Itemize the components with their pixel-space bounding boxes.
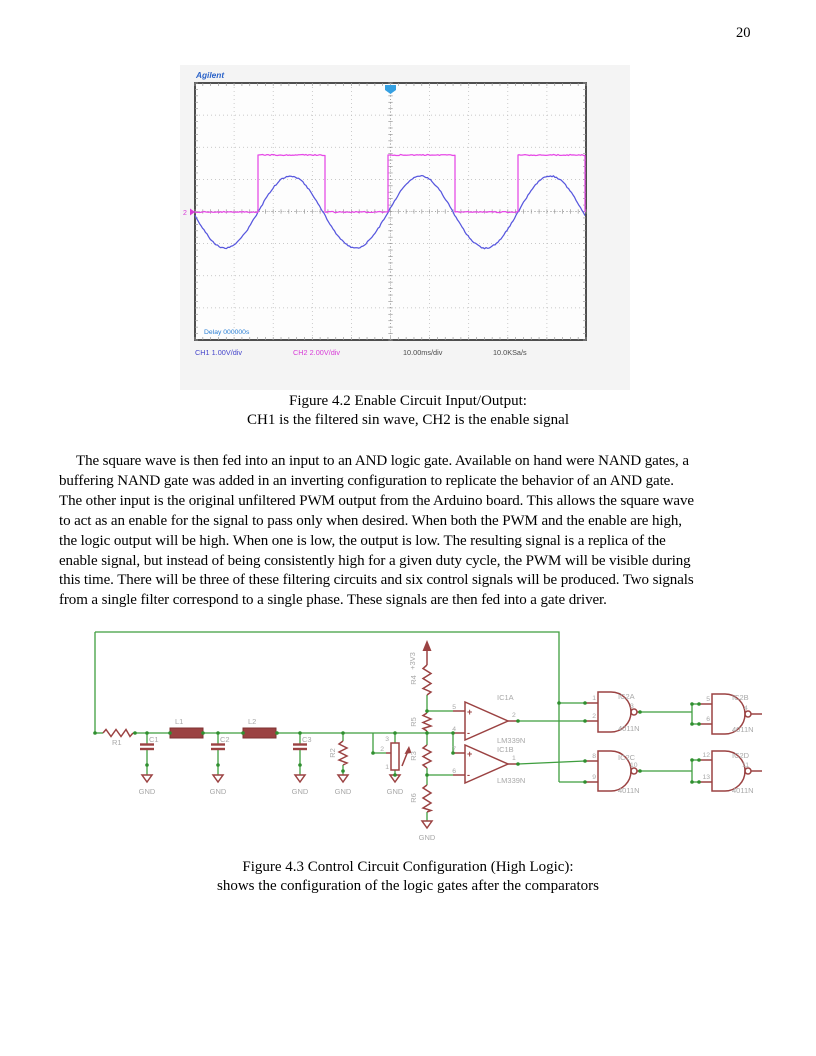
label-gnd: GND [334, 787, 352, 796]
resistor-r4 [423, 665, 431, 695]
comparator-ic1a [453, 702, 518, 740]
circuit-schematic [85, 625, 785, 857]
ic2b-pin-6: 6 [706, 716, 710, 723]
label-gnd: GND [418, 833, 436, 842]
resistor-r1 [103, 730, 133, 737]
label-lm339n: LM339N [497, 736, 526, 745]
ic1a-pin-5: 5 [452, 704, 456, 711]
label-ic1b: IC1B [497, 745, 514, 754]
ic1b-pin-1: 1 [512, 755, 516, 762]
ic1a-plus-input: + [467, 707, 473, 717]
label-4011n: 4011N [732, 786, 754, 795]
figure-4-3-caption [0, 858, 816, 895]
paragraph-line: the logic output will be high. When one is low, the output is low. The resulting signal is a replica of the [59, 532, 666, 549]
ic2d-pin-11: 11 [742, 762, 750, 769]
ic2a-pin-2: 2 [592, 713, 596, 720]
label-r6: R6 [409, 793, 418, 803]
label-gnd: GND [386, 787, 404, 796]
ic2a-pin-1: 1 [592, 695, 596, 702]
label-c3: C3 [302, 735, 312, 744]
label-c2: C2 [220, 735, 230, 744]
ic1a-pin-4: 4 [452, 726, 456, 733]
ic2a-pin-3: 3 [630, 703, 634, 710]
label-ic2d: IC2D [732, 751, 750, 760]
oscilloscope-screenshot [180, 65, 630, 390]
ic2c-pin-8: 8 [592, 753, 596, 760]
capacitor-c2 [211, 745, 225, 750]
schematic-labels [112, 652, 754, 842]
figure-4-2-caption-line1: Figure 4.2 Enable Circuit Input/Output: [289, 393, 527, 409]
resistor-r2 [339, 741, 347, 765]
inductor-l1 [170, 728, 203, 738]
paragraph-line: buffering NAND gate was added in an inverting configuration to replicate the behavior of an AND gate. [59, 472, 674, 489]
label-4011n: 4011N [618, 724, 640, 733]
label-gnd: GND [209, 787, 227, 796]
capacitor-c3 [293, 745, 307, 750]
ch2-scale-label: CH2 2.00V/div [293, 348, 341, 357]
label-lm339n: LM339N [497, 776, 526, 785]
ic1b-pin-7: 7 [452, 746, 456, 753]
ic1a-minus-input: - [467, 728, 470, 738]
ic2d-pin-13: 13 [702, 774, 710, 781]
schematic-drawing [85, 625, 785, 857]
ic1a-pin-2: 2 [512, 712, 516, 719]
label-3v3: +3V3 [408, 652, 417, 670]
ch2-marker-label: 2 [183, 210, 187, 217]
figure-4-2-caption [0, 392, 816, 429]
label-4011n: 4011N [618, 786, 640, 795]
ic2d-pin-12: 12 [702, 752, 710, 759]
ch1-scale-label: CH1 1.00V/div [195, 348, 243, 357]
label-l1: L1 [175, 717, 184, 726]
figure-4-3-caption-line1: Figure 4.3 Control Circuit Configuration (High Logic): [242, 859, 574, 875]
ic2b-pin-5: 5 [706, 696, 710, 703]
inductor-l2 [243, 728, 276, 738]
pot-pin-1: 1 [385, 764, 389, 771]
label-ic2a: IC2A [618, 692, 635, 701]
label-r1: R1 [112, 738, 122, 747]
paragraph-line: from a single filter correspond to a single phase. These signals are then fed into a gate driver. [59, 592, 607, 609]
ic2b-pin-4: 4 [744, 705, 748, 712]
ic1b-pin-6: 6 [452, 768, 456, 775]
label-r5: R5 [409, 717, 418, 727]
figure-4-3-caption-line2: shows the configuration of the logic gates after the comparators [217, 877, 599, 894]
label-4011n: 4011N [732, 725, 754, 734]
paragraph-line: The square wave is then fed into an input to an AND logic gate. Available on hand were NAND gates, a [76, 453, 689, 469]
body-paragraph [59, 452, 765, 611]
capacitor-c1 [140, 745, 154, 750]
potentiometer [386, 743, 412, 770]
ic1b-minus-input: - [467, 770, 470, 780]
ic2c-pin-9: 9 [592, 774, 596, 781]
label-gnd: GND [138, 787, 156, 796]
figure-4-2-caption-line2: CH1 is the filtered sin wave, CH2 is the enable signal [246, 411, 570, 428]
paragraph-line: to act as an enable for the signal to pass only when desired. When both the PWM and the enable are high, [59, 512, 682, 529]
ic2c-pin-10: 10 [630, 762, 638, 769]
label-r4: R4 [409, 675, 418, 685]
label-r2: R2 [328, 748, 337, 758]
label-ic1a: IC1A [497, 693, 514, 702]
page-number: 20 [736, 25, 751, 41]
ic1b-plus-input: + [467, 749, 473, 759]
label-r3: R3 [409, 751, 418, 761]
supply-3v3-arrow-icon [423, 640, 432, 665]
pot-pin-3: 3 [385, 736, 389, 743]
paragraph-line: The other input is the original unfiltered PWM output from the Arduino board. This allows the square wave [59, 492, 694, 509]
paragraph-line: enable signal, but instead of being consistently high for a given duty cycle, the PWM will be visible during [59, 552, 691, 569]
delay-readout: Delay 000000s [204, 329, 250, 336]
paragraph-line: this time. There will be three of these filtering circuits and six control signals will be produced. Two signals [59, 572, 694, 589]
sample-rate-label: 10.0KSa/s [493, 348, 527, 357]
label-ic2c: IC2C [618, 753, 636, 762]
scope-display [180, 65, 630, 390]
resistor-r6 [423, 785, 431, 812]
gnd-symbols [142, 775, 432, 828]
resistor-r3 [423, 745, 431, 768]
pot-pin-2: 2 [380, 746, 384, 753]
scope-brand-logo: Agilent [196, 70, 225, 80]
label-ic2b: IC2B [732, 693, 749, 702]
label-c1: C1 [149, 735, 159, 744]
label-gnd: GND [291, 787, 309, 796]
ch2-ground-marker [183, 209, 195, 218]
label-l2: L2 [248, 717, 257, 726]
timebase-label: 10.00ms/div [403, 348, 443, 357]
resistor-r5 [423, 713, 431, 731]
